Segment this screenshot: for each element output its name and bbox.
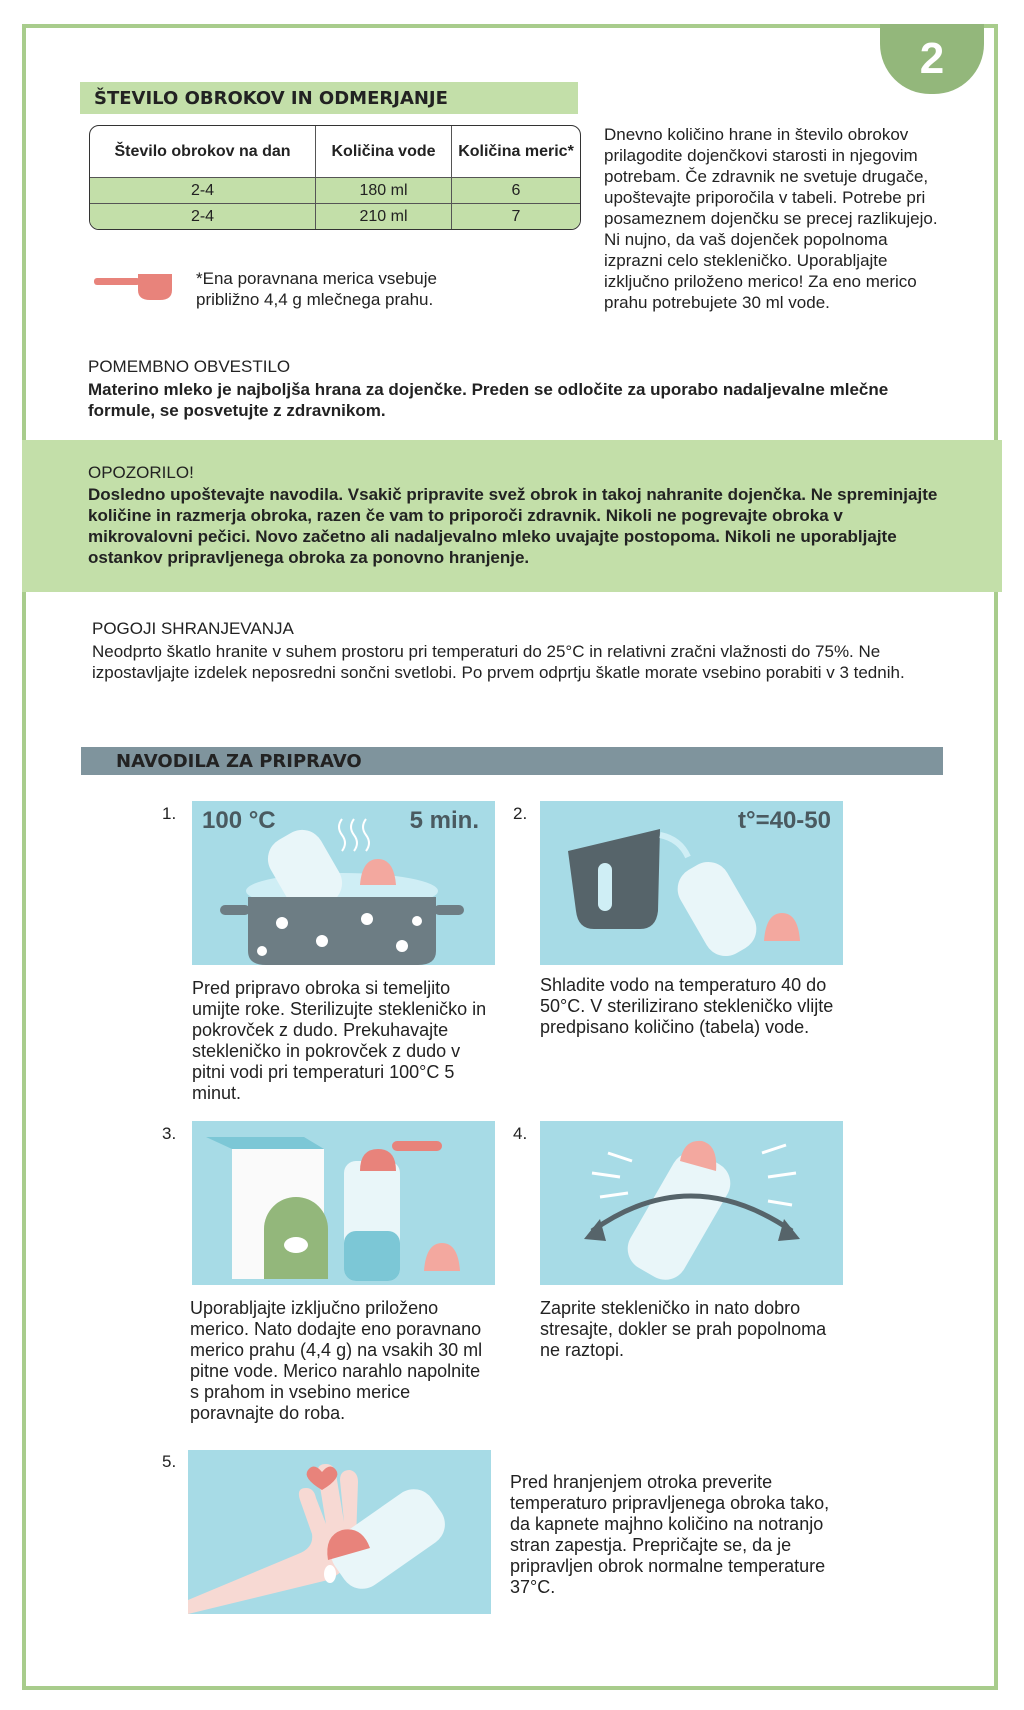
table-cell: 180 ml [316, 177, 452, 203]
step2-temperature-label: t°=40-50 [738, 807, 831, 834]
servings-table [89, 125, 581, 230]
step-number: 3. [162, 1124, 177, 1143]
servings-side-text: Dnevno količino hrane in število obrokov prilagodite dojenčkovi starosti in njegovim potrebam. Če zdravnik ne svetuje drugače, upoštevajte priporočila v tabeli. Potrebe pri posameznem dojenčku se precej razlikujejo. Ni nujno, da vaš dojenček popolnoma izprazni celo stekleničko. Uporabljajte izključno priloženo merico! Za eno merico prahu potrebujete 30 ml vode. [604, 125, 938, 312]
table-cell: 7 [452, 203, 580, 229]
table-header: Količina meric* [458, 142, 574, 160]
step3-illustration [192, 1121, 495, 1285]
scoop-note: *Ena poravnana merica vsebuje približno 4,4 g mlečnega prahu. [196, 269, 437, 309]
step-number: 1. [162, 804, 177, 823]
step2-illustration [540, 801, 843, 965]
step1-time-label: 5 min. [409, 807, 479, 834]
table-cell: 2-4 [90, 177, 316, 203]
important-text: Materino mleko je najboljša hrana za dojenčke. Preden se odločite za uporabo nadaljevalne mlečne formule, se posvetujte z zdravnikom. [88, 380, 889, 420]
wrist-test-icon [188, 1450, 491, 1614]
step1-text: Pred pripravo obroka si temeljito umijte roke. Sterilizujte stekleničko in pokrovček z dudo. Prekuhavajte stekleničko in pokrovček z dudo v pitni vodi pri temperaturi 100°C 5 minut. [192, 978, 487, 1103]
instructions-title: NAVODILA ZA PRIPRAVO [81, 747, 943, 775]
step4-text: Zaprite stekleničko in nato dobro stresajte, dokler se prah popolnoma ne raztopi. [540, 1298, 827, 1360]
step-number: 5. [162, 1452, 177, 1471]
important-title: POMEMBNO OBVESTILO [88, 357, 291, 376]
table-header: Količina vode [316, 126, 452, 177]
step1-temperature-label: 100 °C [202, 807, 276, 834]
shaking-bottle-icon [540, 1121, 843, 1285]
table-header: Število obrokov na dan [90, 126, 316, 177]
scoop-icon [94, 272, 174, 302]
table-cell: 2-4 [90, 203, 316, 229]
table-row [90, 203, 580, 229]
table-header-row [90, 126, 580, 177]
formula-box-scoop-icon [192, 1121, 495, 1285]
table-cell: 210 ml [316, 203, 452, 229]
step3-text: Uporabljajte izključno priloženo merico. Nato dodajte eno poravnano merico prahu (4,4 g) na vsakih 30 ml pitne vode. Merico narahlo napolnite s prahom in vsebino merice poravnajte do roba. [190, 1298, 483, 1423]
table-row [90, 177, 580, 203]
step2-text: Shladite vodo na temperaturo 40 do 50°C. V sterilizirano stekleničko vlijte predpisano količino (tabela) vode. [540, 975, 834, 1037]
page-number-tab: 2 [880, 24, 984, 94]
storage-title: POGOJI SHRANJEVANJA [92, 619, 294, 638]
warning-text: Dosledno upoštevajte navodila. Vsakič pripravite svež obrok in takoj nahranite dojenčka. Ne spreminjajte količine in razmerja obroka, razen če vam to priporoči zdravnik. Nikoli ne pogrevajte obroka v mikrovalovni pečici. Novo začetno ali nadaljevalno mleko uvajajte postopoma. Nikoli ne uporabljajte ostankov pripravljenega obroka za ponovno hranjenje. [88, 485, 938, 567]
storage-text: Neodprto škatlo hranite v suhem prostoru pri temperaturi do 25°C in relativni zračni vlažnosti do 75%. Ne izpostavljajte izdelek neposredni sončni svetlobi. Po prvem odprtju škatle morate vsebino porabiti v 3 tednih. [92, 642, 905, 682]
servings-title: ŠTEVILO OBROKOV IN ODMERJANJE [80, 82, 578, 114]
step5-illustration [188, 1450, 491, 1614]
step4-illustration [540, 1121, 843, 1285]
step-number: 2. [513, 804, 528, 823]
warning-title: OPOZORILO! [88, 463, 194, 482]
table-cell: 6 [452, 177, 580, 203]
step5-text: Pred hranjenjem otroka preverite temperaturo pripravljenega obroka tako, da kapnete majhno količino na notranjo stran zapestja. Prepričajte se, da je pripravljen obrok normalne temperature 37°C. [510, 1472, 830, 1597]
step-number: 4. [513, 1124, 528, 1143]
step1-illustration [192, 801, 495, 965]
